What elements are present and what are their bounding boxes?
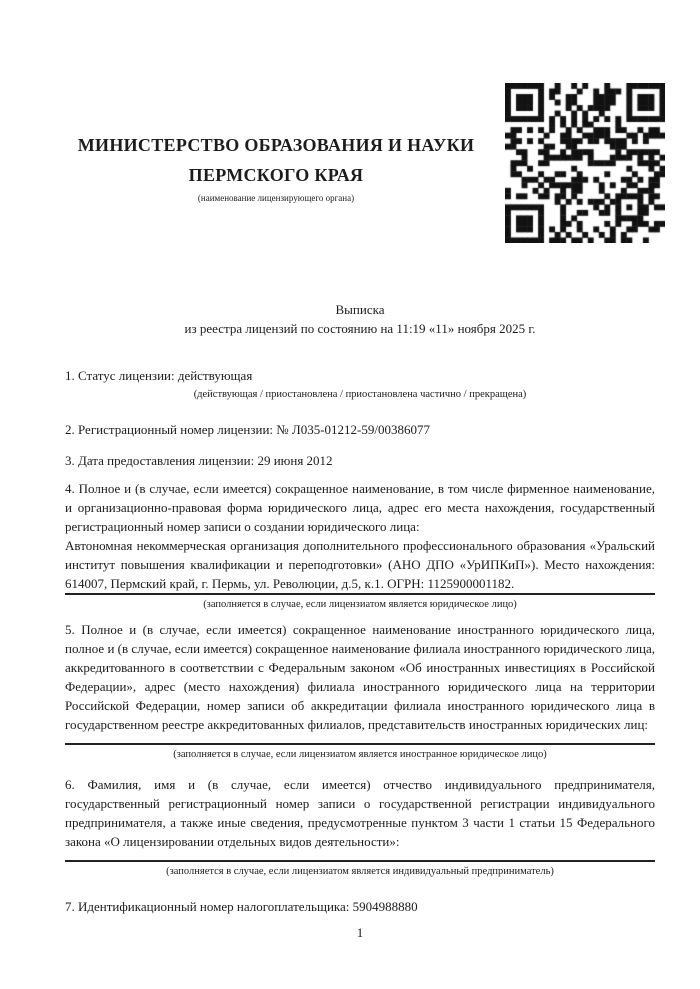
page-number: 1 bbox=[356, 925, 364, 940]
foreign-entity-label: 5. Полное и (в случае, если имеется) сокращенное наименование иностранного юридического лица, полное и (в случае, если имеется) сокращенное наименование филиала иностранного юридического лица, аккредитованного в соответствии с Федеральным законом «Об иностранных инвестициях в Российской Федерации», адрес (место нахождения) филиала иностранного юридического лица на территории Российской Федерации, номер записи об аккредитации филиала иностранного юридического лица в государственном реестре аккредитованных филиалов, представительств иностранных юридических лиц: bbox=[65, 622, 655, 732]
licensing-authority-header bbox=[65, 130, 487, 204]
title-line2: из реестра лицензий по состоянию на 11:19 «11» ноября 2025 г. bbox=[184, 321, 536, 336]
legal-entity-label: 4. Полное и (в случае, если имеется) сокращенное наименование, в том числе фирменное наименование, и организационно-правовая форма юридического лица, адрес его места нахождения, государственный регистрационный номер записи о создании юридического лица: bbox=[65, 481, 655, 534]
item-foreign-entity bbox=[65, 620, 655, 761]
individual-entrepreneur-label: 6. Фамилия, имя и (в случае, если имеется) отчество индивидуального предпринимателя, государственный регистрационный номер записи о государственной регистрации индивидуального предпринимателя, а также иные сведения, предусмотренные пунктом 3 части 1 статьи 15 Федерального закона «О лицензировании отдельных видов деятельности»: bbox=[65, 777, 655, 849]
item-individual-entrepreneur bbox=[65, 775, 655, 878]
document-title bbox=[65, 300, 655, 338]
license-status-options-caption: (действующая / приостановлена / приостановлена частично / прекращена) bbox=[193, 389, 527, 400]
taxpayer-number-text: 7. Идентификационный номер налогоплательщика: 5904988880 bbox=[65, 899, 418, 914]
license-status-text: 1. Статус лицензии: действующая bbox=[65, 368, 253, 383]
item-license-grant-date bbox=[65, 451, 655, 470]
item-registration-number bbox=[65, 420, 655, 439]
license-grant-date-text: 3. Дата предоставления лицензии: 29 июня 2012 bbox=[65, 453, 333, 468]
ministry-name-line1: МИНИСТЕРСТВО ОБРАЗОВАНИЯ И НАУКИ bbox=[77, 135, 475, 155]
item-taxpayer-number bbox=[65, 897, 655, 916]
registration-number-text: 2. Регистрационный номер лицензии: № Л035-01212-59/00386077 bbox=[65, 422, 431, 437]
individual-entrepreneur-blank-field-line bbox=[65, 851, 655, 862]
foreign-entity-blank-field-line bbox=[65, 734, 655, 745]
authority-name-caption: (наименование лицензирующего органа) bbox=[197, 193, 355, 203]
qr-code-icon bbox=[505, 83, 665, 243]
foreign-entity-caption: (заполняется в случае, если лицензиатом является иностранное юридическое лицо) bbox=[173, 749, 547, 760]
item-license-status bbox=[65, 366, 655, 401]
ministry-name-line2: ПЕРМСКОГО КРАЯ bbox=[188, 165, 364, 185]
legal-entity-caption: (заполняется в случае, если лицензиатом является юридическое лицо) bbox=[203, 599, 517, 610]
title-line1: Выписка bbox=[335, 302, 385, 317]
legal-entity-value: Автономная некоммерческая организация дополнительного профессионального образования «Уральский институт повышения квалификации и переподготовки» (АНО ДПО «УрИПКиП»). Место нахождения: 614007, Пермский край, г. Пермь, ул. Революции, д.5, к.1. ОГРН: 1125900001182. bbox=[65, 536, 655, 595]
individual-entrepreneur-caption: (заполняется в случае, если лицензиатом является индивидуальный предприниматель) bbox=[166, 866, 554, 877]
item-legal-entity bbox=[65, 479, 655, 611]
